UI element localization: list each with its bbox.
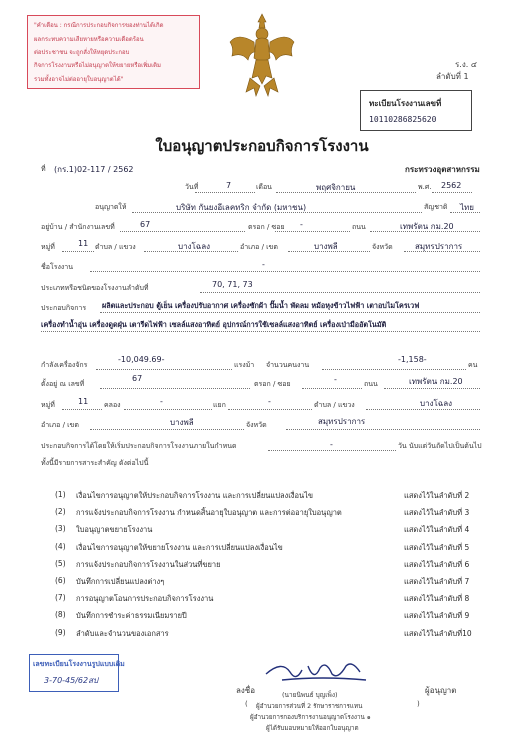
conditions-text: ทั้งนี้มีรายการสาระสำคัญ ดังต่อไปนี้ <box>41 459 149 467</box>
tambon-value: บางโฉลง <box>178 242 211 251</box>
house-label: อยู่บ้าน / สำนักงานเลขที่ <box>41 223 115 231</box>
item-text: เงื่อนไขการอนุญาตให้ขยายโรงงาน และการเปลี่ยนแปลงเงื่อนไข <box>76 542 283 552</box>
khlong-label: คลอง <box>104 401 121 409</box>
page-title: ใบอนุญาตประกอบกิจการโรงงาน <box>155 137 369 155</box>
location-tambon-label: ตำบล / แขวง <box>314 401 355 409</box>
grantee-label: อนุญาตให้ <box>95 203 127 211</box>
workers-value: -1,158- <box>398 355 427 364</box>
item-text: ใบอนุญาตขยายโรงงาน <box>76 525 153 535</box>
item-number: (8) <box>55 610 66 620</box>
item-text: การอนุญาตโอนการประกอบกิจการโรงงาน <box>76 594 214 604</box>
item-number: (1) <box>55 490 66 499</box>
location-no: 67 <box>132 374 143 383</box>
item-reference: แสดงไว้ในลำดับที่ 9 <box>404 611 470 621</box>
old-registration-stamp <box>29 654 125 692</box>
factory-name-label: ชื่อโรงงาน <box>41 263 74 271</box>
province-value: สมุทรปราการ <box>415 242 463 251</box>
licensor-label: ผู้อนุญาต <box>425 686 457 695</box>
item-reference: แสดงไว้ในลำดับที่ 7 <box>404 577 470 586</box>
item-reference: แสดงไว้ในลำดับที่ 8 <box>404 594 470 604</box>
doc-no: (กร.1)02-117 / 2562 <box>54 165 134 174</box>
signer-name: (นายนิพนธ์ บุญเพ็ง) <box>282 691 338 699</box>
item-reference: แสดงไว้ในลำดับที่ 6 <box>404 559 470 569</box>
location-province-label: จังหวัด <box>246 421 267 429</box>
business-line-2: เครื่องทำน้ำอุ่น เครื่องดูดฝุ่น เตารีดไฟฟ้า เซลล์แสงอาทิตย์ อุปกรณ์การใช้เซลล์แสงอาทิตย์ เครื่องเป่ามืออัตโนมัติ <box>41 320 387 329</box>
start-value: - <box>330 440 333 449</box>
khlong-value: - <box>160 397 163 406</box>
nationality-value: ไทย <box>460 203 474 212</box>
item-reference: แสดงไว้ในลำดับที่10 <box>404 628 472 638</box>
day-value: 7 <box>226 181 232 190</box>
business-label: ประกอบกิจการ <box>41 304 87 312</box>
machine-label: กำลังเครื่องจักร <box>41 361 88 369</box>
yaek-label: แยก <box>213 401 226 409</box>
item-number: (6) <box>55 576 66 585</box>
old-reg-value: 3-70-45/62สป <box>44 676 99 685</box>
registration-box <box>360 90 472 131</box>
paren-open: ( <box>245 700 248 708</box>
start-text-tail: วัน นับแต่วันถัดไปเป็นต้นไป <box>398 442 482 450</box>
location-moo: 11 <box>78 397 89 406</box>
item-number: (7) <box>55 593 66 603</box>
item-reference: แสดงไว้ในลำดับที่ 2 <box>404 491 470 500</box>
garuda-emblem-icon <box>228 12 296 98</box>
signature-icon <box>262 654 372 688</box>
location-amphoe-label: อำเภอ / เขต <box>41 421 79 429</box>
province-label: จังหวัด <box>372 243 393 251</box>
workers-label: จำนวนคนงาน <box>266 361 310 369</box>
stamp-line: "คำเตือน : กรณีการประกอบกิจการของท่านได้เกิด <box>34 22 164 29</box>
yaek-value: - <box>268 397 271 406</box>
factory-name-value: - <box>262 260 265 269</box>
location-road-label: ถนน <box>364 380 378 388</box>
item-number: (2) <box>55 507 66 517</box>
business-line-1: ผลิตและประกอบ ตู้เย็น เครื่องปรับอากาศ เครื่องซักผ้า ปั๊มน้ำ พัดลม หม้อหุงข้าวไฟฟ้า เตาอบไมโครเวฟ <box>102 301 420 310</box>
machine-unit: แรงม้า <box>234 361 255 369</box>
registration-label: ทะเบียนโรงงานเลขที่ <box>369 99 442 108</box>
item-text: การแจ้งประกอบกิจการโรงงานในส่วนที่ขยาย <box>76 559 221 569</box>
soi-value: - <box>300 220 303 229</box>
month-label: เดือน <box>256 183 272 191</box>
start-text: ประกอบกิจการได้โดยให้เริ่มประกอบกิจการโรงงานภายในกำหนด <box>41 442 237 450</box>
old-reg-label: เลขทะเบียนโรงงานรูปแบบเดิม <box>33 660 125 668</box>
item-text: ลำดับและจำนวนของเอกสาร <box>76 628 169 638</box>
item-reference: แสดงไว้ในลำดับที่ 5 <box>404 542 470 552</box>
nationality-label: สัญชาติ <box>424 203 448 211</box>
item-text: เงื่อนไขการอนุญาตให้ประกอบกิจการโรงงาน และการเปลี่ยนแปลงเงื่อนไข <box>76 491 313 500</box>
item-text: บันทึกการชำระค่าธรรมเนียมรายปี <box>76 611 187 621</box>
day-label: วันที่ <box>185 183 199 191</box>
category-value: 70, 71, 73 <box>212 280 253 289</box>
house-value: 67 <box>140 220 151 229</box>
moo-value: 11 <box>78 239 89 248</box>
item-number: (5) <box>55 558 66 568</box>
moo-label: หมู่ที่ <box>41 243 55 251</box>
registration-number: 10110286825620 <box>369 115 437 124</box>
signer-position-2: ผู้อำนวยการกองบริการงานอนุญาตโรงงาน ๑ <box>250 714 371 721</box>
location-label: ตั้งอยู่ ณ เลขที่ <box>41 380 85 388</box>
month-value: พฤศจิกายน <box>316 183 356 192</box>
category-label: ประเภทหรือชนิดของโรงงานลำดับที่ <box>41 284 149 292</box>
warning-stamp <box>27 15 200 89</box>
grantee-value: บริษัท กันยงอีเลคทริก จำกัด (มหาชน) <box>176 203 307 212</box>
item-text: บันทึกการเปลี่ยนแปลงต่างๆ <box>76 577 165 586</box>
tambon-label: ตำบล / แขวง <box>95 243 136 251</box>
location-soi: - <box>334 375 337 384</box>
stamp-line: ต่อประชาชน จะถูกสั่งให้หยุดประกอบ <box>34 49 130 56</box>
location-moo-label: หมู่ที่ <box>41 401 55 409</box>
ministry: กระทรวงอุตสาหกรรม <box>405 165 480 174</box>
workers-unit: คน <box>468 361 478 369</box>
stamp-line: ผลกระทบความเสียหายหรือความเดือดร้อน <box>34 36 144 43</box>
amphoe-value: บางพลี <box>314 242 338 251</box>
item-number: (9) <box>55 627 66 637</box>
signer-position-3: ผู้ได้รับมอบหมายให้ออกใบอนุญาต <box>266 725 359 732</box>
form-code: ร.ง. ๔ <box>455 60 477 69</box>
location-amphoe: บางพลี <box>170 418 194 427</box>
stamp-line: รวมทั้งอาจไม่ต่ออายุใบอนุญาตได้" <box>34 76 124 83</box>
amphoe-label: อำเภอ / เขต <box>240 243 278 251</box>
item-reference: แสดงไว้ในลำดับที่ 4 <box>404 525 470 535</box>
year-label: พ.ศ. <box>418 183 432 191</box>
sheet-number: ลำดับที่ 1 <box>436 72 469 81</box>
item-number: (3) <box>55 524 66 534</box>
location-province: สมุทรปราการ <box>318 417 366 426</box>
year-value: 2562 <box>441 181 462 190</box>
road-label: ถนน <box>352 223 366 231</box>
item-text: การแจ้งประกอบกิจการโรงงาน กำหนดสิ้นอายุใบอนุญาต และการต่ออายุใบอนุญาต <box>76 508 342 518</box>
road-value: เทพรัตน กม.20 <box>400 222 454 231</box>
location-tambon: บางโฉลง <box>420 399 453 408</box>
paren-close: ) <box>417 700 420 708</box>
signer-position-1: ผู้อำนวยการส่วนที่ 2 รักษาราชการแทน <box>256 703 363 710</box>
item-reference: แสดงไว้ในลำดับที่ 3 <box>404 508 470 518</box>
stamp-line: กิจการโรงงานหรือไม่อนุญาตให้ขยายหรือเพิ่มเติม <box>34 62 162 69</box>
sign-label: ลงชื่อ <box>236 686 256 695</box>
item-number: (4) <box>55 541 66 551</box>
machine-value: -10,049.69- <box>118 355 165 364</box>
location-road: เทพรัตน กม.20 <box>409 377 463 386</box>
soi-label: ตรอก / ซอย <box>248 223 285 231</box>
location-soi-label: ตรอก / ซอย <box>254 380 291 388</box>
doc-no-label: ที่ <box>41 165 46 173</box>
